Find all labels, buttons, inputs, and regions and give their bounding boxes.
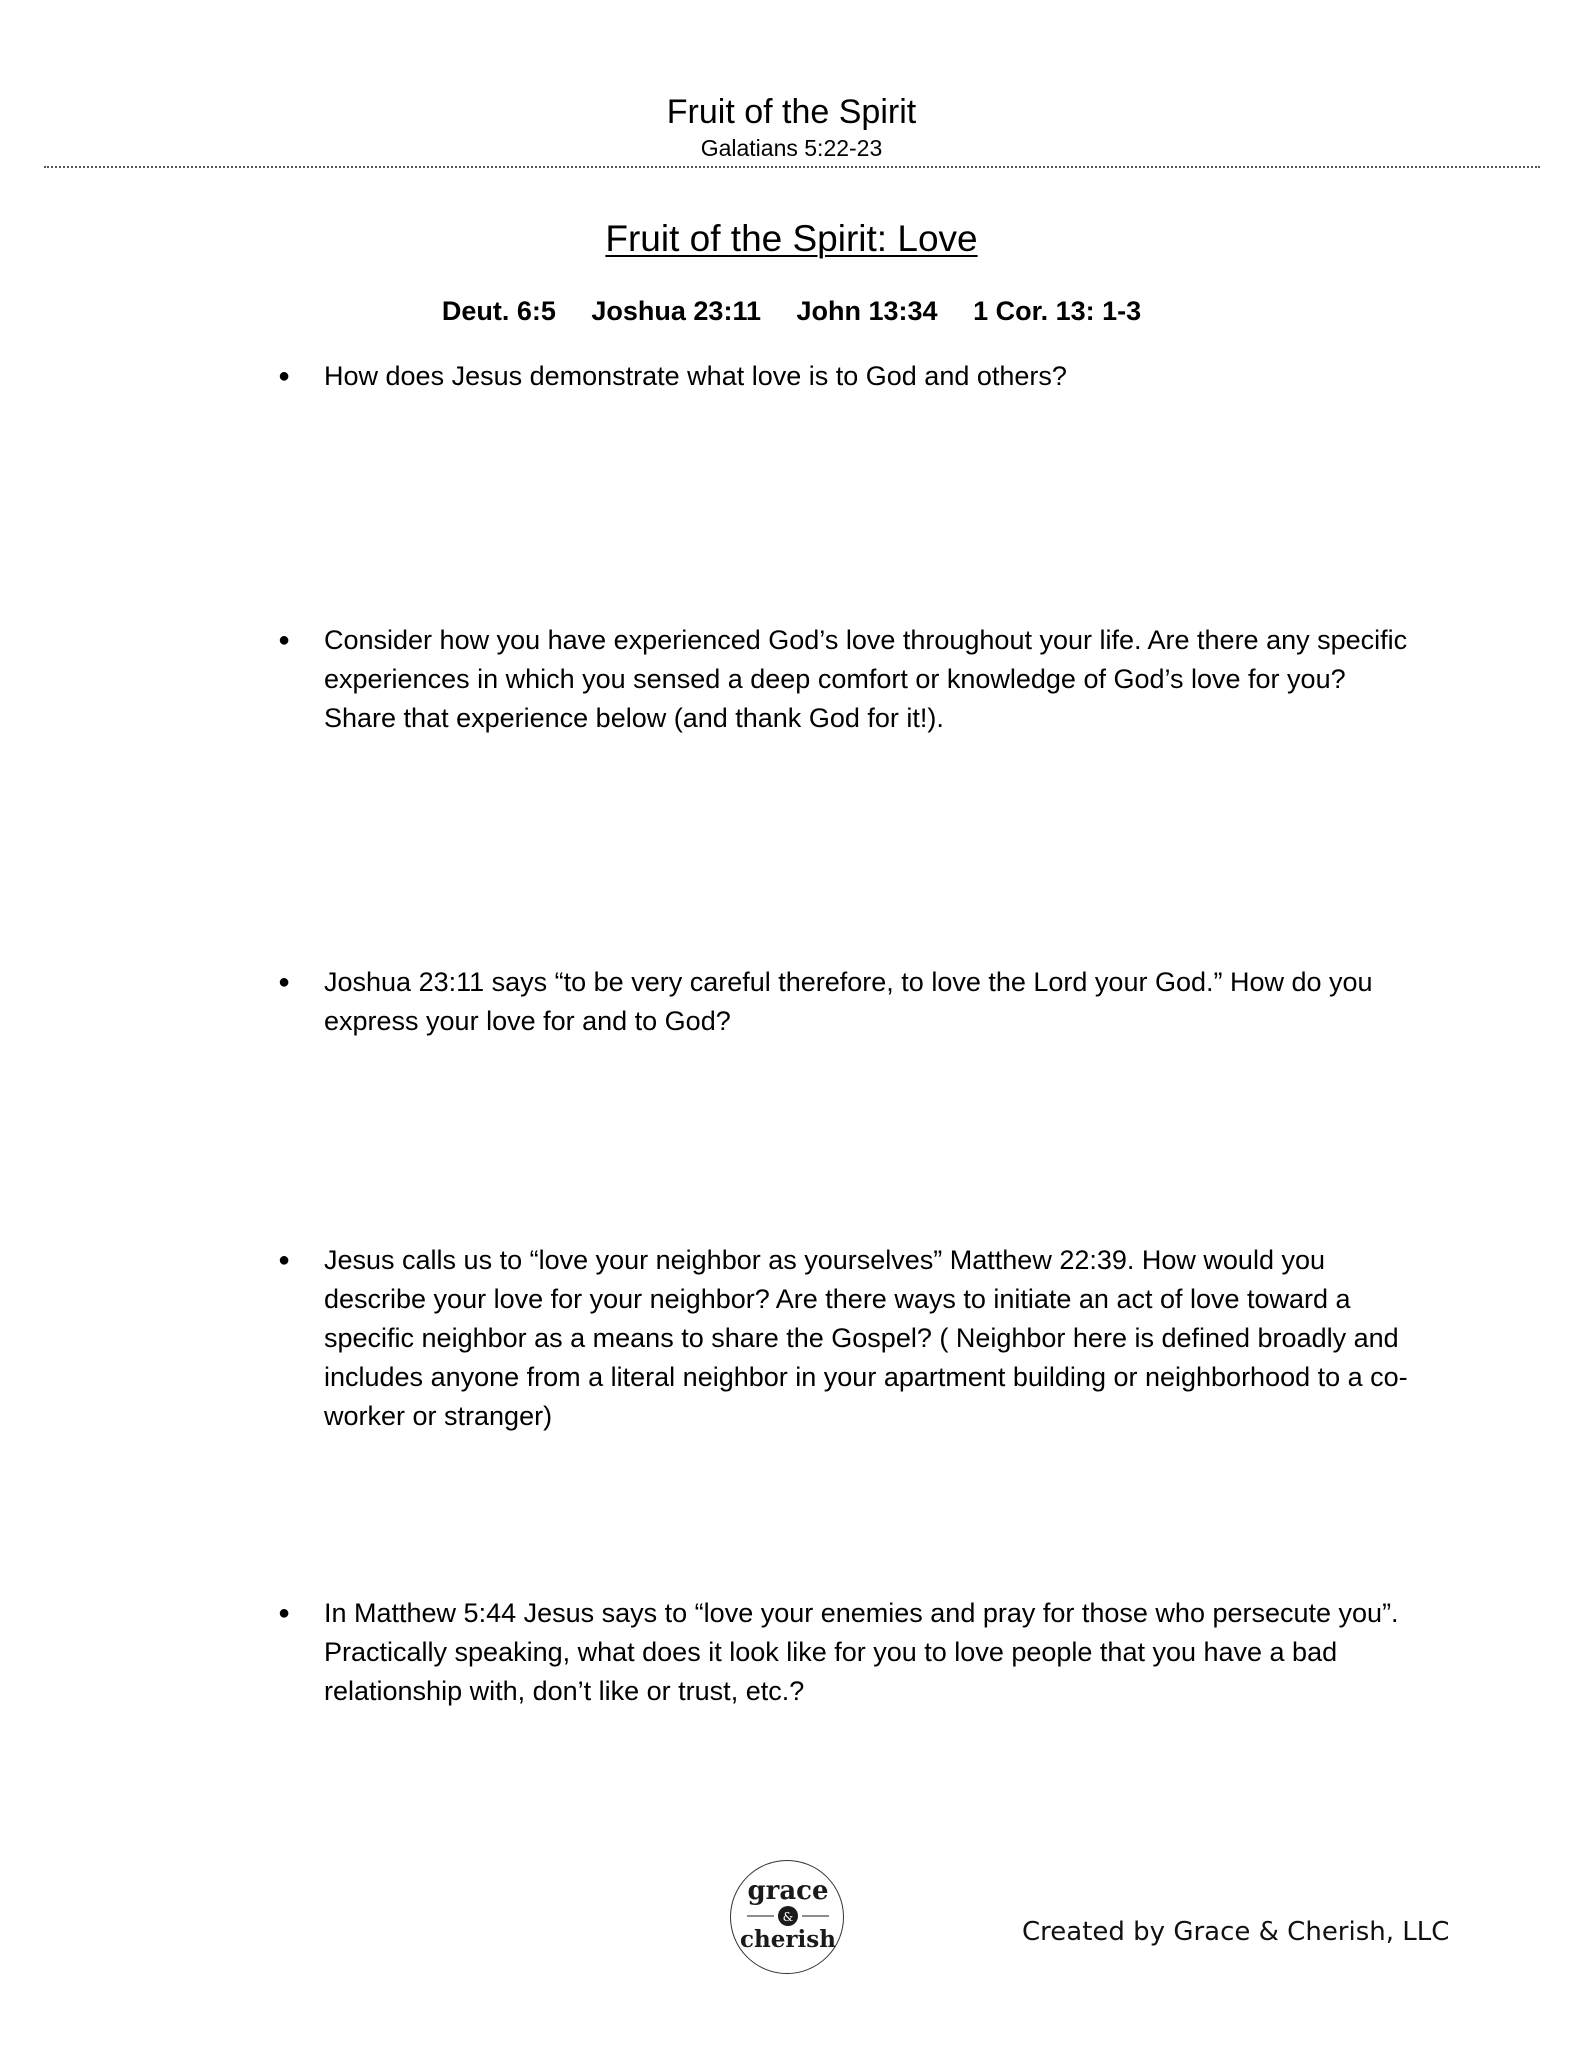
credit-text: Created by Grace & Cherish, LLC: [1022, 1917, 1450, 1947]
grace-and-cherish-logo-icon: [730, 1860, 844, 1974]
question-3: [278, 963, 1418, 1041]
question-text: In Matthew 5:44 Jesus says to “love your enemies and pray for those who persecute you”. Practically speaking, what does it look like for you to love people that you have a bad relationship with, don’t like or trust, etc.?: [324, 1598, 1399, 1706]
page-title-text: Fruit of the Spirit: Love: [605, 218, 978, 259]
bullet-icon: ●: [278, 1602, 291, 1624]
question-5: [278, 1594, 1418, 1711]
bullet-icon: ●: [278, 1249, 291, 1271]
logo-word-bottom: cherish: [740, 1926, 836, 1953]
logo-monogram: &: [782, 1910, 794, 1924]
reference-joshua: Joshua 23:11: [591, 296, 761, 326]
header-title: Fruit of the Spirit: [666, 93, 917, 131]
question-4: [278, 1241, 1418, 1436]
reference-corinthians: 1 Cor. 13: 1-3: [973, 296, 1142, 326]
header-divider: [44, 166, 1540, 168]
question-text: Consider how you have experienced God’s love throughout your life. Are there any specific experiences in which you sensed a deep comfort or knowledge of God’s love for you? Share that experience below (and thank God for it!).: [324, 625, 1408, 733]
reference-deut: Deut. 6:5: [441, 296, 556, 326]
bullet-icon: ●: [278, 629, 291, 651]
logo-word-top: grace: [747, 1876, 829, 1906]
reference-john: John 13:34: [796, 296, 938, 326]
question-2: [278, 621, 1418, 738]
scripture-references: [0, 294, 1583, 328]
question-text: How does Jesus demonstrate what love is to God and others?: [324, 361, 1067, 391]
header-subtitle: Galatians 5:22-23: [700, 135, 883, 161]
logo-mark: [731, 1861, 845, 1975]
bullet-icon: ●: [278, 365, 291, 387]
page-title: [0, 216, 1583, 262]
question-text: Joshua 23:11 says “to be very careful therefore, to love the Lord your God.” How do you express your love for and to God?: [324, 967, 1373, 1036]
question-text: Jesus calls us to “love your neighbor as yourselves” Matthew 22:39. How would you describe your love for your neighbor? Are there ways to initiate an act of love toward a specific neighbor as a means to share the Gospel? ( Neighbor here is defined broadly and includes anyone from a literal neighbor in your apartment building or neighborhood to a co-worker or stranger): [324, 1245, 1408, 1431]
question-1: [278, 357, 1418, 396]
bullet-icon: ●: [278, 971, 291, 993]
